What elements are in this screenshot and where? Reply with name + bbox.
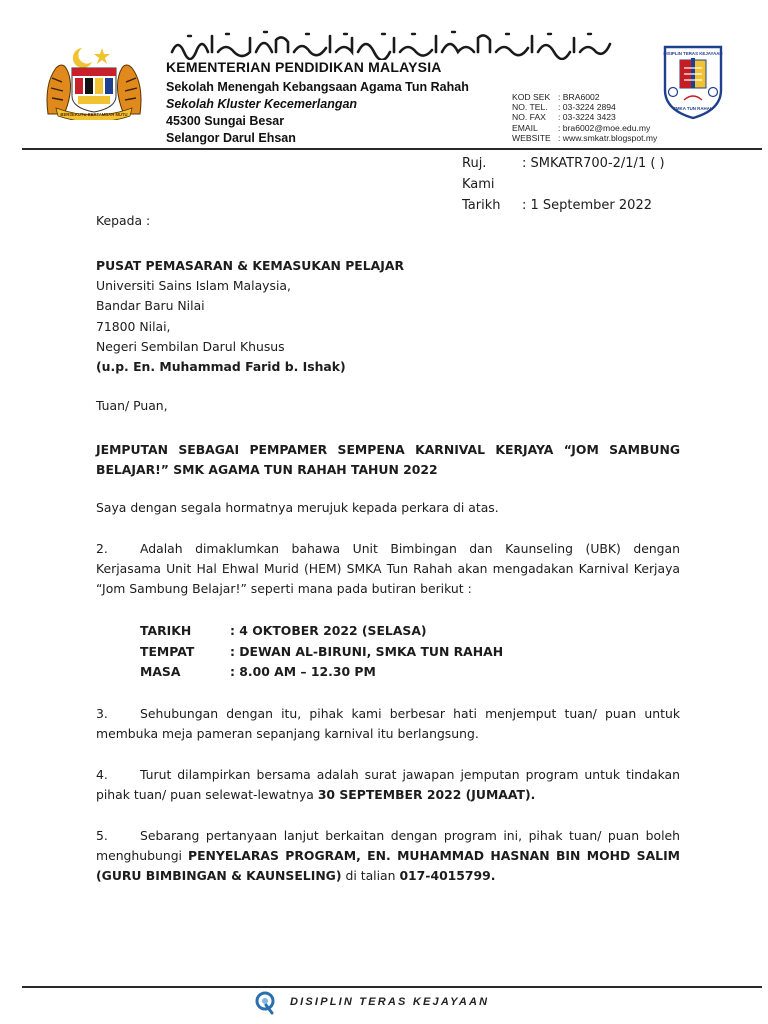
school-state: Selangor Darul Ehsan (166, 131, 296, 145)
detail-label: TARIKH (140, 623, 192, 638)
school-address-block (166, 79, 469, 147)
contact-label: NO. TEL. (512, 102, 548, 113)
contact-row (512, 123, 657, 133)
paragraph-text: Sehubungan dengan itu, pihak kami berbesar hati menjemput tuan/ puan untuk membuka meja pameran sepanjang karnival itu berlangsung. (96, 706, 680, 741)
recipient-address (96, 256, 404, 377)
school-contact-details (512, 92, 657, 143)
recipient-attention: (u.p. En. Muhammad Farid b. Ishak) (96, 359, 346, 375)
contact-phone: 017-4015799. (399, 868, 496, 883)
program-coordinator: PENYELARAS PROGRAM, EN. MUHAMMAD HASNAN BIN MOHD SALIM (GURU BIMBINGAN & KAUNSELING) (96, 848, 681, 883)
detail-label: TEMPAT (140, 643, 195, 659)
paragraph-2 (96, 539, 680, 599)
paragraph-text: Sebarang pertanyaan lanjut berkaitan dengan program ini, pihak tuan/ puan boleh menghubungi (96, 828, 680, 863)
paragraph-1: Saya dengan segala hormatnya merujuk kepada perkara di atas. (96, 500, 499, 515)
contact-label: NO. FAX (512, 112, 546, 123)
contact-label: KOD SEK (512, 92, 551, 102)
detail-row-venue (140, 642, 503, 663)
recipient-line: Negeri Sembilan Darul Khusus (96, 338, 285, 354)
jawi-script-ministry-name (168, 30, 614, 60)
paragraph-text: di talian (341, 868, 400, 883)
footer-q-logo-icon (254, 991, 276, 1015)
detail-row-date (140, 621, 503, 642)
reference-block (462, 153, 665, 216)
contact-row (512, 112, 657, 122)
paragraph-number: 4. (96, 767, 108, 782)
paragraph-number: 5. (96, 828, 108, 843)
badge-bottom-text: SMKA TUN RAHAH (672, 106, 714, 111)
contact-row (512, 133, 657, 143)
contact-value: : bra6002@moe.edu.my (558, 122, 651, 133)
contact-value: : 03-3224 2894 (558, 102, 616, 113)
recipient-line: Universiti Sains Islam Malaysia, (96, 278, 291, 294)
contact-value: : 03-3224 3423 (558, 112, 616, 123)
recipient-heading: Kepada : (96, 213, 151, 228)
event-details (140, 621, 503, 683)
contact-label: WEBSITE (512, 132, 551, 143)
badge-top-text: DISIPLIN TERAS KEJAYAAN (663, 51, 723, 56)
contact-row (512, 92, 657, 102)
school-badge-logo (662, 44, 724, 120)
date-row (462, 195, 665, 216)
paragraph-5 (96, 826, 680, 886)
ref-value: : SMKATR700-2/1/1 ( ) (522, 156, 665, 171)
contact-label: EMAIL (512, 122, 538, 133)
subject-line-1: JEMPUTAN SEBAGAI PEMPAMER SEMPENA KARNIVAL KERJAYA “JOM SAMBUNG (96, 442, 680, 457)
detail-value: : DEWAN AL-BIRUNI, SMKA TUN RAHAH (230, 643, 504, 659)
ministry-name: KEMENTERIAN PENDIDIKAN MALAYSIA (166, 59, 442, 75)
salutation: Tuan/ Puan, (96, 398, 168, 413)
recipient-line: 71800 Nilai, (96, 318, 171, 334)
detail-value: : 4 OKTOBER 2022 (SELASA) (230, 623, 427, 638)
date-label: Tarikh (462, 198, 501, 213)
recipient-line: Bandar Baru Nilai (96, 298, 205, 314)
letter-subject (96, 440, 680, 479)
crest-motto: BERSEKUTU BERTAMBAH MUTU (60, 112, 128, 117)
detail-value: : 8.00 AM – 12.30 PM (230, 664, 376, 679)
contact-value: : www.smkatr.blogspot.my (558, 132, 658, 143)
school-cluster: Sekolah Kluster Kecemerlangan (166, 97, 358, 111)
paragraph-number: 2. (96, 541, 108, 556)
letterhead-divider (22, 148, 762, 150)
paragraph-text: Turut dilampirkan bersama adalah surat jawapan jemputan program untuk tindakan pihak tuan/ puan selewat-lewatnya (96, 767, 680, 802)
contact-value: : BRA6002 (558, 92, 600, 102)
detail-row-time (140, 662, 503, 683)
date-value: : 1 September 2022 (522, 198, 652, 213)
school-name: Sekolah Menengah Kebangsaan Agama Tun Rahah (166, 80, 469, 94)
jata-negara-crest-logo (42, 44, 146, 120)
recipient-department: PUSAT PEMASARAN & KEMASUKAN PELAJAR (96, 258, 404, 273)
detail-label: MASA (140, 664, 181, 679)
paragraph-3 (96, 704, 680, 744)
deadline-date: 30 SEPTEMBER 2022 (JUMAAT). (317, 787, 536, 802)
subject-line-2: BELAJAR!” SMK AGAMA TUN RAHAH TAHUN 2022 (96, 461, 438, 477)
paragraph-4 (96, 765, 680, 805)
paragraph-number: 3. (96, 706, 108, 721)
footer-motto: DISIPLIN TERAS KEJAYAAN (290, 996, 490, 1008)
school-postcode-city: 45300 Sungai Besar (166, 114, 285, 128)
paragraph-text: Adalah dimaklumkan bahawa Unit Bimbingan dan Kaunseling (UBK) dengan Kerjasama Unit Hal Ehwal Murid (HEM) SMKA Tun Rahah akan mengadakan Karnival Kerjaya “Jom Sambung Belajar!” seperti mana pada butiran berikut : (96, 541, 680, 596)
contact-row (512, 102, 657, 112)
ref-label: Ruj. Kami (462, 156, 495, 192)
footer-divider (22, 986, 762, 988)
reference-row (462, 153, 665, 195)
